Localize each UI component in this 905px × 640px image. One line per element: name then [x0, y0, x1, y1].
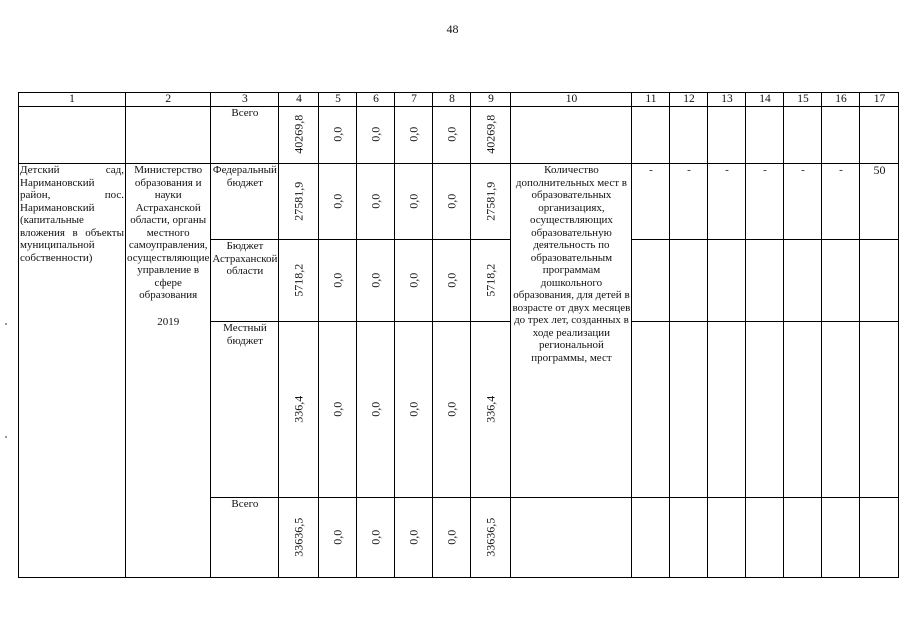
amount-value: 0,0 — [444, 193, 459, 209]
indicator-value: - — [746, 164, 784, 240]
amount-value: 0,0 — [330, 193, 345, 209]
col-header: 16 — [822, 93, 860, 107]
amount-value: 40269,8 — [291, 115, 306, 154]
funding-source: Всего — [211, 107, 279, 164]
amount-value: 0,0 — [444, 127, 459, 142]
indicator-value: - — [708, 164, 746, 240]
year: 2019 — [157, 315, 180, 328]
amount-value: 0,0 — [444, 401, 459, 417]
col-header: 14 — [746, 93, 784, 107]
amount-value: 0,0 — [330, 272, 345, 288]
col-header: 6 — [357, 93, 395, 107]
amount-value: 5718,2 — [483, 263, 498, 297]
col-header: 2 — [126, 93, 211, 107]
col-header: 7 — [395, 93, 433, 107]
table-row — [19, 164, 899, 240]
header-row — [19, 93, 899, 107]
indicator-value: - — [670, 164, 708, 240]
amount-value: 0,0 — [406, 401, 421, 417]
col-header: 8 — [433, 93, 471, 107]
amount-value: 0,0 — [406, 193, 421, 209]
amount-value: 40269,8 — [483, 115, 498, 154]
table-row — [19, 107, 899, 164]
col-header: 11 — [632, 93, 670, 107]
indicator-value: - — [784, 164, 822, 240]
indicator-value: - — [632, 164, 670, 240]
col-header: 17 — [860, 93, 899, 107]
funding-source: Всего — [211, 498, 279, 578]
amount-value: 27581,9 — [291, 181, 306, 221]
amount-value: 336,4 — [483, 395, 498, 423]
object-name: Детский сад, Наримановский район, пос. Наримановский (капитальные вложения в объекты муниципальной собственности) — [19, 164, 126, 578]
indicator-value: 50 — [860, 164, 899, 240]
amount-value: 0,0 — [368, 529, 383, 545]
amount-value: 33636,5 — [291, 517, 306, 557]
col-header: 13 — [708, 93, 746, 107]
page-number: 48 — [446, 22, 459, 36]
col-header: 12 — [670, 93, 708, 107]
amount-value: 0,0 — [368, 127, 383, 142]
funding-source: Федеральный бюджет — [211, 164, 279, 240]
funding-table — [18, 92, 899, 578]
amount-value: 0,0 — [444, 529, 459, 545]
scan-speck — [5, 436, 7, 438]
amount-value: 27581,9 — [483, 181, 498, 221]
amount-value: 0,0 — [406, 127, 421, 142]
amount-value: 0,0 — [444, 272, 459, 288]
funding-source: Бюджет Астраханской области — [211, 240, 279, 322]
scan-speck — [5, 323, 7, 325]
col-header: 9 — [471, 93, 511, 107]
amount-value: 0,0 — [330, 127, 345, 142]
amount-value: 0,0 — [330, 401, 345, 417]
amount-value: 33636,5 — [483, 517, 498, 557]
col-header: 10 — [511, 93, 632, 107]
col-header: 1 — [19, 93, 126, 107]
col-header: 4 — [279, 93, 319, 107]
amount-value: 0,0 — [368, 401, 383, 417]
responsible-executor: Министерство образования и науки Астраханской области, органы местного самоуправления, осуществляющие управление в сфере образования 2019 — [126, 164, 211, 578]
amount-value: 0,0 — [330, 529, 345, 545]
amount-value: 0,0 — [368, 272, 383, 288]
amount-value: 0,0 — [406, 529, 421, 545]
amount-value: 336,4 — [291, 395, 306, 423]
amount-value: 0,0 — [406, 272, 421, 288]
amount-value: 5718,2 — [291, 263, 306, 297]
funding-source: Местный бюджет — [211, 322, 279, 498]
col-header: 3 — [211, 93, 279, 107]
indicator-value: - — [822, 164, 860, 240]
col-header: 5 — [319, 93, 357, 107]
col-header: 15 — [784, 93, 822, 107]
indicator-description: Количество дополнительных мест в образовательных организациях, осуществляющих образовательную деятельность по образовательным программам дошкольного образования, для детей в возрасте от двух месяцев до трех лет, созданных в ходе реализации региональной программы, мест — [511, 164, 632, 498]
amount-value: 0,0 — [368, 193, 383, 209]
